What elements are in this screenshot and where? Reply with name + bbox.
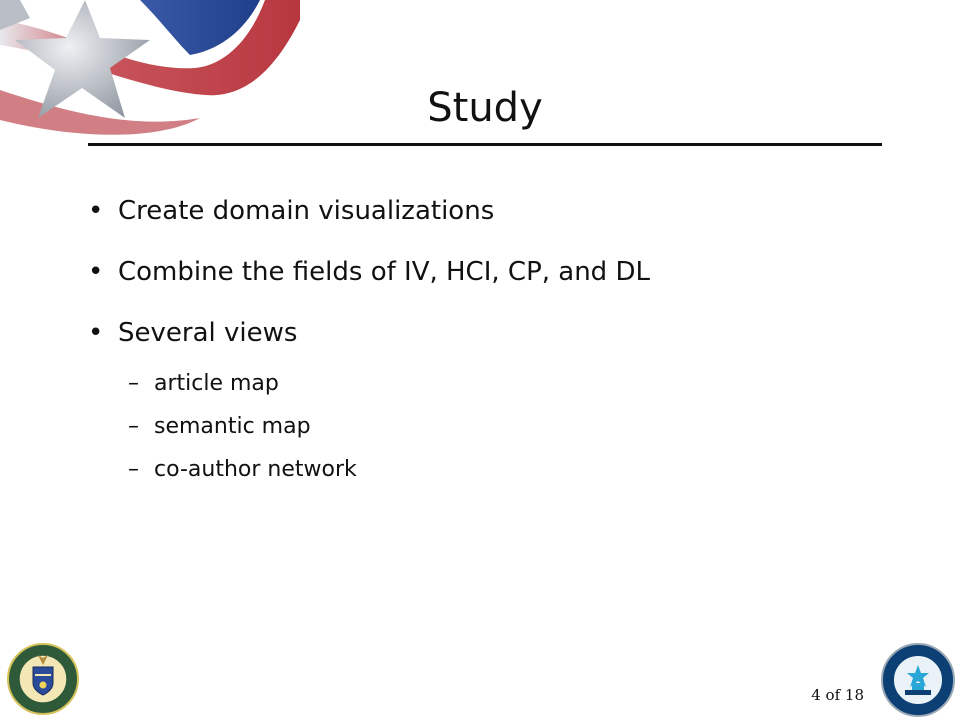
sub-bullet-text: article map bbox=[154, 371, 279, 396]
slide-title: Study bbox=[427, 85, 543, 131]
bullet-glyph: • bbox=[88, 196, 104, 226]
title-underline bbox=[88, 143, 882, 146]
sub-bullet-list bbox=[128, 364, 357, 493]
bullet-text: Several views bbox=[118, 318, 298, 348]
bullet-item bbox=[88, 249, 868, 310]
bullet-glyph: • bbox=[88, 257, 104, 287]
bullet-text: Create domain visualizations bbox=[118, 196, 495, 226]
page-number: 4 of 18 bbox=[811, 686, 864, 704]
bullet-item bbox=[88, 310, 868, 371]
sub-bullet-text: co-author network bbox=[154, 457, 357, 482]
sub-bullet-item bbox=[128, 407, 357, 450]
department-of-energy-seal-logo bbox=[7, 643, 79, 715]
sub-bullet-item bbox=[128, 364, 357, 407]
bullet-item bbox=[88, 188, 868, 249]
bullet-glyph: • bbox=[88, 318, 104, 348]
bullet-text: Combine the fields of IV, HCI, CP, and DL bbox=[118, 257, 650, 287]
sandia-50-years-seal-logo bbox=[881, 643, 955, 717]
bullet-list bbox=[88, 188, 868, 371]
sub-bullet-glyph: – bbox=[128, 457, 139, 482]
sub-bullet-glyph: – bbox=[128, 414, 139, 439]
sub-bullet-item bbox=[128, 450, 357, 493]
sub-bullet-glyph: – bbox=[128, 371, 139, 396]
sub-bullet-text: semantic map bbox=[154, 414, 311, 439]
